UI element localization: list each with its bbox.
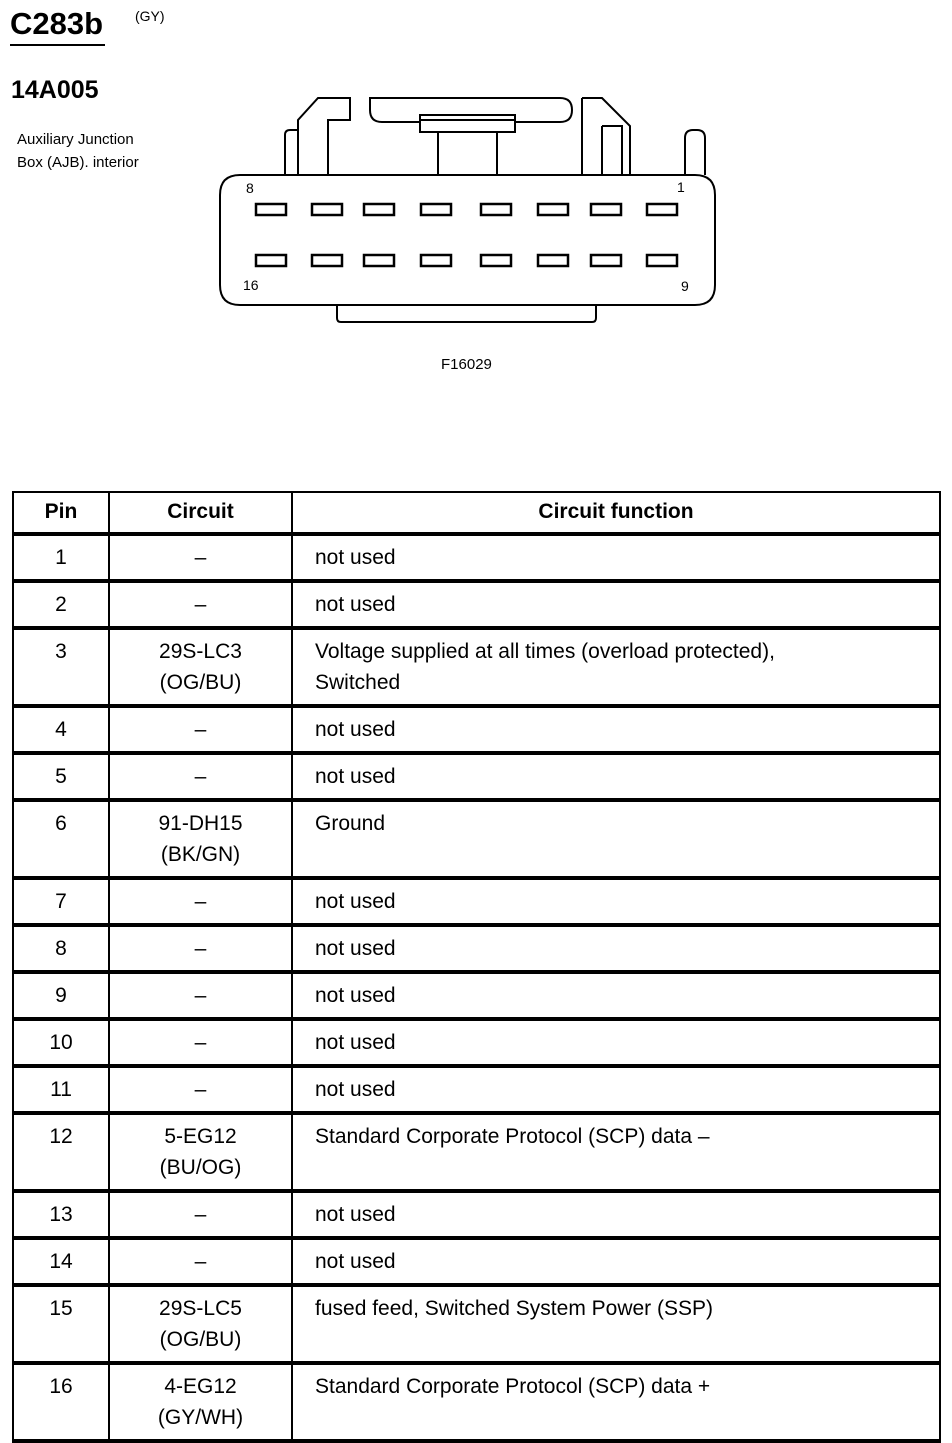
pin-number-cell: 9 (13, 972, 109, 1019)
circuit-code: – (194, 593, 207, 616)
table-row (13, 534, 940, 581)
pin-number-cell: 11 (13, 1066, 109, 1113)
pin-label-top-right: 1 (677, 179, 685, 195)
pin-label-bottom-left: 16 (243, 277, 259, 293)
table-row (13, 878, 940, 925)
circuit-code: – (194, 1078, 207, 1101)
pin-cavity (591, 204, 621, 215)
header-circuit: Circuit (109, 492, 292, 534)
circuit-function-cell: not used (292, 972, 940, 1019)
pin-number-cell: 13 (13, 1191, 109, 1238)
circuit-function-cell: not used (292, 925, 940, 972)
circuit-code: 91-DH15 (158, 812, 243, 835)
header-pin: Pin (13, 492, 109, 534)
circuit-code: – (194, 1250, 207, 1273)
circuit-function-cell: not used (292, 534, 940, 581)
circuit-cell (109, 1113, 292, 1191)
circuit-function-cell: not used (292, 706, 940, 753)
circuit-cell (109, 878, 292, 925)
table-row (13, 706, 940, 753)
right-latch (582, 98, 630, 175)
pin-label-bottom-right: 9 (681, 278, 689, 294)
connector-id-title: C283b (10, 4, 105, 46)
circuit-function-cell: Standard Corporate Protocol (SCP) data – (292, 1113, 940, 1191)
circuit-code: 5-EG12 (164, 1125, 237, 1148)
table-row (13, 1191, 940, 1238)
circuit-function-cell: not used (292, 1238, 940, 1285)
table-header-row (13, 492, 940, 534)
pin-number-cell: 3 (13, 628, 109, 706)
pin-table (12, 491, 941, 1443)
circuit-function-cell: not used (292, 878, 940, 925)
circuit-code: 29S-LC5 (159, 1297, 242, 1320)
circuit-function-cell: not used (292, 1191, 940, 1238)
circuit-function-cell: Standard Corporate Protocol (SCP) data + (292, 1363, 940, 1441)
pin-number-cell: 12 (13, 1113, 109, 1191)
table-row (13, 925, 940, 972)
pin-number-cell: 8 (13, 925, 109, 972)
pin-cavity (364, 255, 394, 266)
connector-body-outline (220, 175, 715, 305)
pin-number-cell: 4 (13, 706, 109, 753)
left-latch (285, 98, 350, 175)
location-line-2: Box (AJB). interior (17, 154, 139, 171)
circuit-code: 4-EG12 (164, 1375, 237, 1398)
table-row (13, 800, 940, 878)
pin-cavity (538, 255, 568, 266)
pin-cavity (647, 255, 677, 266)
circuit-function-cell: not used (292, 581, 940, 628)
table-row (13, 581, 940, 628)
circuit-cell (109, 925, 292, 972)
pin-number-cell: 6 (13, 800, 109, 878)
table-row (13, 1113, 940, 1191)
circuit-code: – (194, 1203, 207, 1226)
pin-cavity (256, 204, 286, 215)
circuit-function-cell: not used (292, 1019, 940, 1066)
wire-color: (BU/OG) (159, 1156, 242, 1179)
circuit-function-cell: not used (292, 1066, 940, 1113)
circuit-cell (109, 706, 292, 753)
pin-cavity (364, 204, 394, 215)
pin-label-top-left: 8 (246, 180, 254, 196)
table-row (13, 1363, 940, 1441)
circuit-code: – (194, 765, 207, 788)
center-latch-stem (438, 132, 497, 175)
location-line-1: Auxiliary Junction (17, 131, 134, 148)
pin-number-cell: 5 (13, 753, 109, 800)
header-circuit-function: Circuit function (292, 492, 940, 534)
circuit-cell (109, 1019, 292, 1066)
wire-color: (BK/GN) (160, 843, 241, 866)
circuit-code: – (194, 890, 207, 913)
pin-number-cell: 14 (13, 1238, 109, 1285)
circuit-function-cell: fused feed, Switched System Power (SSP) (292, 1285, 940, 1363)
pin-cavity (647, 204, 677, 215)
connector-color-code: (GY) (135, 8, 165, 24)
table-row (13, 972, 940, 1019)
connector-drawing (210, 90, 720, 330)
connector-face-diagram (210, 90, 720, 335)
pin-cavity (591, 255, 621, 266)
pin-number-cell: 7 (13, 878, 109, 925)
circuit-cell (109, 581, 292, 628)
circuit-cell (109, 628, 292, 706)
circuit-cell (109, 753, 292, 800)
table-row (13, 1238, 940, 1285)
circuit-function-cell: Ground (292, 800, 940, 878)
pin-cavity (538, 204, 568, 215)
figure-id: F16029 (441, 356, 492, 373)
connector-location (17, 128, 187, 174)
circuit-cell (109, 972, 292, 1019)
center-latch (370, 98, 572, 122)
circuit-cell (109, 534, 292, 581)
circuit-cell (109, 1238, 292, 1285)
pin-cavity (421, 204, 451, 215)
table-row (13, 1285, 940, 1363)
circuit-function-cell: Voltage supplied at all times (overload protected), Switched (292, 628, 940, 706)
pin-cavity (312, 255, 342, 266)
circuit-code: – (194, 984, 207, 1007)
pin-cavity (312, 204, 342, 215)
circuit-code: – (194, 718, 207, 741)
circuit-code: – (194, 1031, 207, 1054)
table-row (13, 1066, 940, 1113)
pin-cavity (421, 255, 451, 266)
table-row (13, 753, 940, 800)
pin-number-cell: 2 (13, 581, 109, 628)
pin-number-cell: 15 (13, 1285, 109, 1363)
pin-cavity (481, 255, 511, 266)
connector-bottom-tab (337, 305, 596, 322)
pin-number-cell: 16 (13, 1363, 109, 1441)
circuit-code: – (194, 937, 207, 960)
table-row (13, 1019, 940, 1066)
right-side-post (685, 130, 705, 175)
circuit-cell (109, 1191, 292, 1238)
wire-color: (OG/BU) (159, 671, 242, 694)
pin-cavity (481, 204, 511, 215)
pin-number-cell: 10 (13, 1019, 109, 1066)
circuit-code: 29S-LC3 (159, 640, 242, 663)
circuit-cell (109, 1066, 292, 1113)
center-latch-bar (420, 120, 515, 132)
circuit-cell (109, 800, 292, 878)
circuit-code: – (194, 546, 207, 569)
table-row (13, 628, 940, 706)
wire-color: (OG/BU) (159, 1328, 242, 1351)
pin-number-cell: 1 (13, 534, 109, 581)
wire-color: (GY/WH) (157, 1406, 244, 1429)
pin-cavity (256, 255, 286, 266)
part-number: 14A005 (11, 76, 99, 104)
circuit-cell (109, 1285, 292, 1363)
circuit-cell (109, 1363, 292, 1441)
circuit-function-cell: not used (292, 753, 940, 800)
